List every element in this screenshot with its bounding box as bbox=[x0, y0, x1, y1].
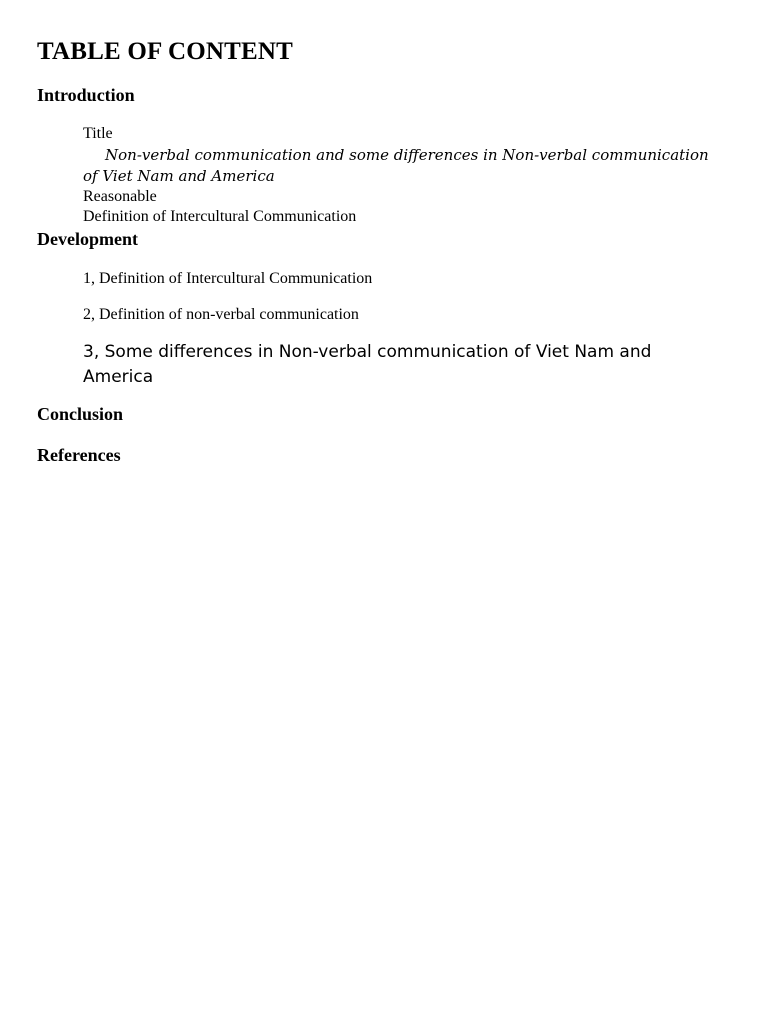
development-item-2: 2, Definition of non-verbal communication bbox=[83, 306, 359, 323]
intro-title-text: Non-verbal communication and some differences in Non-verbal communication of Viet Nam and America bbox=[83, 146, 709, 185]
heading-conclusion: Conclusion bbox=[37, 404, 124, 424]
heading-development: Development bbox=[37, 229, 138, 249]
heading-introduction: Introduction bbox=[37, 85, 135, 105]
intro-title-label: Title bbox=[83, 125, 113, 142]
development-item-3: 3, Some differences in Non-verbal communication of Viet Nam and America bbox=[83, 342, 652, 387]
heading-references: References bbox=[37, 445, 121, 465]
page-title: TABLE OF CONTENT bbox=[37, 38, 294, 65]
development-item-1: 1, Definition of Intercultural Communication bbox=[83, 270, 373, 287]
intro-reasonable: Reasonable bbox=[83, 188, 157, 205]
intro-definition: Definition of Intercultural Communication bbox=[83, 208, 357, 225]
